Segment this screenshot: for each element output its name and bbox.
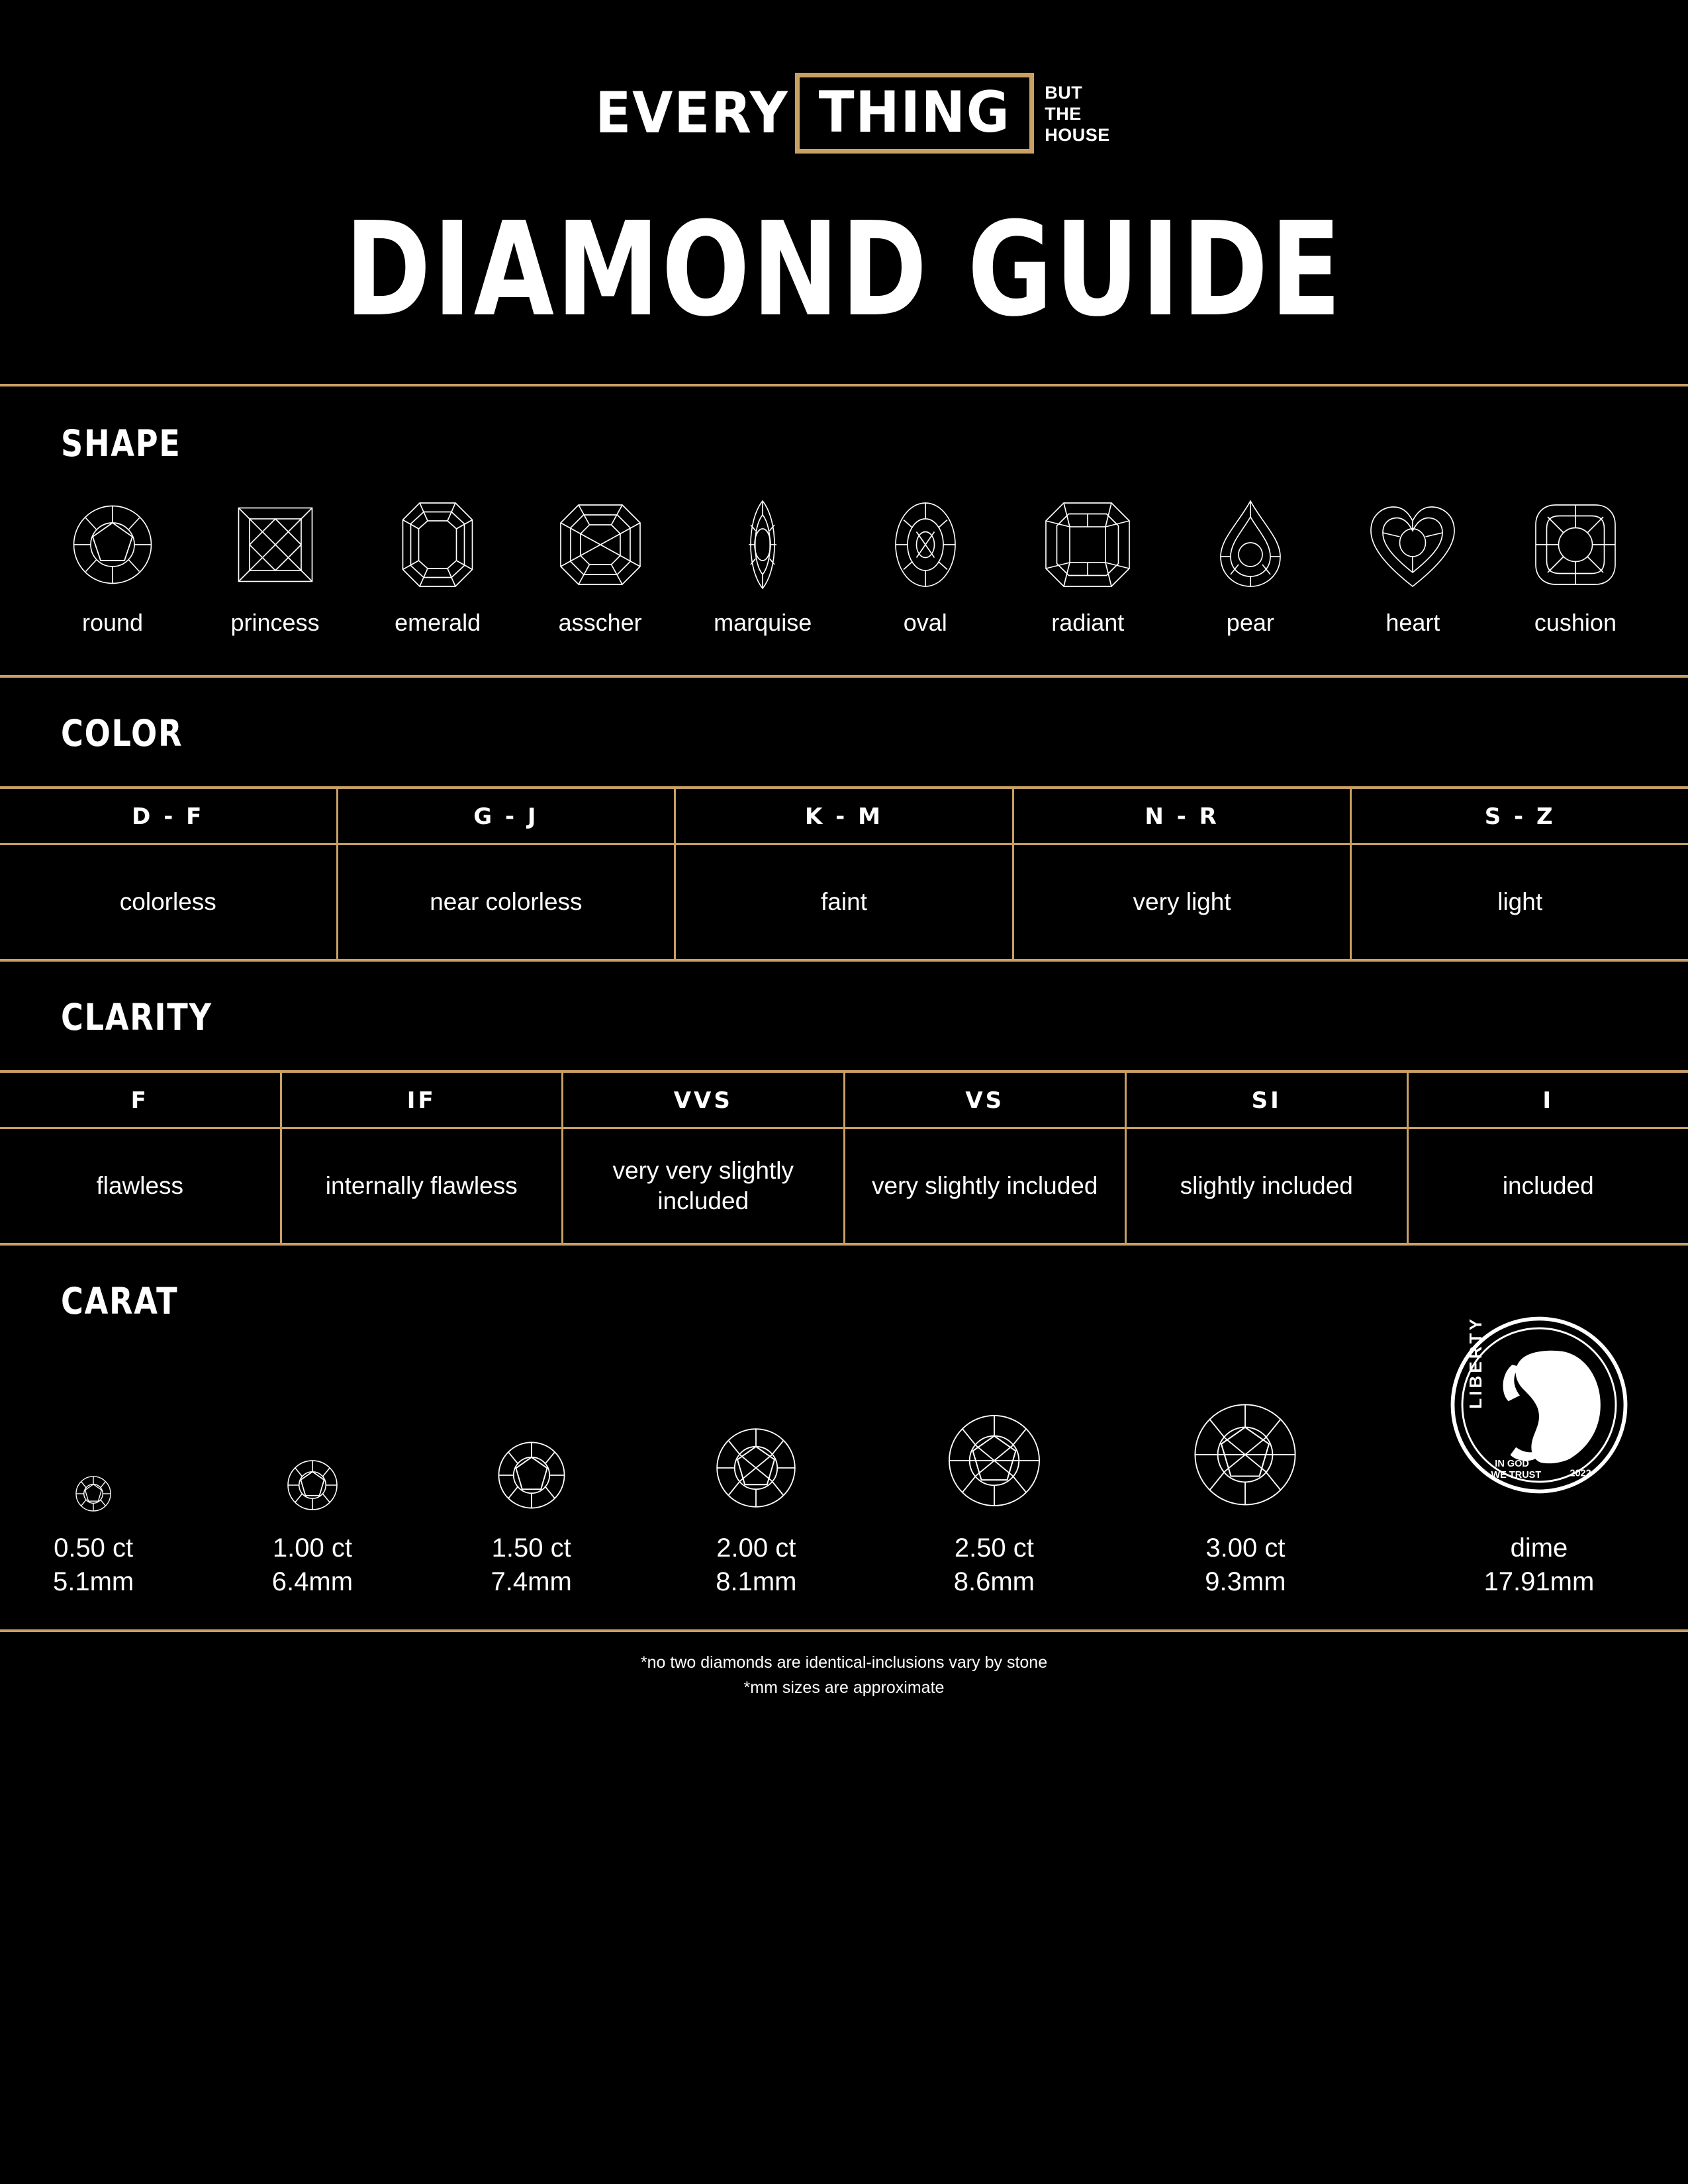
- brand-tail-line2: THE: [1045, 104, 1082, 124]
- shape-label: emerald: [395, 609, 481, 636]
- carat-item[interactable]: [941, 1349, 1048, 1599]
- clarity-column: [1127, 1073, 1409, 1243]
- carat-item[interactable]: [1186, 1349, 1305, 1599]
- shape-label: round: [81, 609, 144, 636]
- footnotes: [0, 1651, 1688, 1700]
- clarity-description: very slightly included: [872, 1171, 1098, 1199]
- radiant-diamond-icon: [1038, 495, 1137, 594]
- asscher-diamond-icon: [551, 495, 650, 594]
- clarity-column: [563, 1073, 845, 1243]
- clarity-description: very very slightly included: [612, 1156, 794, 1214]
- carat-item[interactable]: [491, 1349, 572, 1599]
- marquise-diamond-icon: [713, 495, 812, 594]
- pear-diamond-icon: [1201, 495, 1300, 594]
- shape-item-cushion[interactable]: [1511, 495, 1640, 637]
- clarity-table: [0, 1073, 1688, 1243]
- clarity-column: [282, 1073, 564, 1243]
- carat-weight: 0.50 ct: [54, 1533, 134, 1563]
- brand-word-every: EVERY: [595, 80, 789, 146]
- color-column: [0, 789, 338, 959]
- round-diamond-icon: [492, 1349, 571, 1514]
- color-description: faint: [821, 887, 867, 915]
- carat-text: [1484, 1531, 1595, 1599]
- color-description: very light: [1133, 887, 1231, 915]
- color-column: [1014, 789, 1352, 959]
- oval-diamond-icon: [876, 495, 975, 594]
- clarity-column: [1409, 1073, 1688, 1243]
- color-column: [676, 789, 1014, 959]
- shape-label: radiant: [1051, 609, 1125, 636]
- carat-weight: 3.00 ct: [1205, 1533, 1286, 1563]
- carat-item[interactable]: [272, 1349, 353, 1599]
- clarity-grade: SI: [1127, 1073, 1407, 1129]
- carat-list: [0, 1296, 1688, 1599]
- shape-item-emerald[interactable]: [373, 495, 502, 637]
- carat-size: 5.1mm: [53, 1567, 134, 1597]
- clarity-description: flawless: [96, 1171, 184, 1199]
- cushion-diamond-icon: [1526, 495, 1625, 594]
- carat-text: [272, 1531, 353, 1599]
- carat-weight: 2.00 ct: [716, 1533, 796, 1563]
- divider-footer: [0, 1629, 1688, 1632]
- clarity-table-bottom-rule: [0, 1243, 1688, 1246]
- carat-text: [53, 1531, 134, 1599]
- carat-item[interactable]: [53, 1349, 134, 1599]
- color-grade: D - F: [0, 789, 336, 845]
- color-grade: K - M: [676, 789, 1012, 845]
- carat-size: 9.3mm: [1205, 1567, 1286, 1597]
- shape-item-asscher[interactable]: [536, 495, 665, 637]
- carat-item-dime[interactable]: [1443, 1296, 1635, 1599]
- carat-size: 17.91mm: [1483, 1567, 1595, 1597]
- svg-text:IN GOD: IN GOD: [1495, 1458, 1529, 1469]
- shape-label: asscher: [558, 609, 642, 636]
- brand-word-thing-box: [795, 73, 1034, 154]
- round-diamond-icon: [73, 1349, 114, 1514]
- brand-word-thing: THING: [818, 79, 1011, 146]
- princess-diamond-icon: [226, 495, 325, 594]
- shape-list: [0, 495, 1688, 637]
- clarity-description: internally flawless: [325, 1171, 518, 1199]
- clarity-column: [845, 1073, 1127, 1243]
- round-diamond-icon: [283, 1349, 342, 1514]
- carat-text: [491, 1531, 572, 1599]
- svg-text:LIBERTY: LIBERTY: [1465, 1316, 1485, 1409]
- shape-label: pear: [1226, 609, 1274, 636]
- section-heading-color: COLOR: [61, 712, 183, 754]
- color-column: [1352, 789, 1688, 959]
- section-heading-shape: SHAPE: [61, 422, 181, 465]
- section-heading-clarity: CLARITY: [61, 996, 212, 1038]
- color-table: [0, 789, 1688, 959]
- shape-item-marquise[interactable]: [698, 495, 827, 637]
- svg-text:WE TRUST: WE TRUST: [1491, 1470, 1542, 1481]
- shape-label: heart: [1385, 609, 1440, 636]
- clarity-grade: I: [1409, 1073, 1688, 1129]
- carat-text: [716, 1531, 796, 1599]
- footnote-line-2: *mm sizes are approximate: [743, 1678, 945, 1697]
- carat-weight: dime: [1510, 1533, 1568, 1563]
- carat-size: 8.6mm: [953, 1567, 1035, 1597]
- carat-size: 8.1mm: [716, 1567, 797, 1597]
- dime-coin-icon: [1443, 1296, 1635, 1514]
- color-grade: N - R: [1014, 789, 1350, 845]
- shape-label: princess: [230, 609, 320, 636]
- clarity-description: included: [1502, 1171, 1594, 1199]
- round-diamond-icon: [63, 495, 162, 594]
- svg-text:2022: 2022: [1570, 1468, 1591, 1479]
- brand-tail: [1045, 80, 1110, 146]
- color-grade: G - J: [338, 789, 675, 845]
- color-column: [338, 789, 677, 959]
- round-diamond-icon: [1186, 1349, 1305, 1514]
- color-description: near colorless: [430, 887, 583, 915]
- carat-weight: 1.00 ct: [272, 1533, 352, 1563]
- carat-item[interactable]: [710, 1349, 802, 1599]
- clarity-description: slightly included: [1180, 1171, 1353, 1199]
- brand-tail-line3: HOUSE: [1045, 124, 1110, 145]
- carat-size: 6.4mm: [271, 1567, 353, 1597]
- section-clarity: [0, 996, 1688, 1246]
- shape-item-oval[interactable]: [861, 495, 990, 637]
- round-diamond-icon: [710, 1349, 802, 1514]
- shape-label: marquise: [714, 609, 812, 636]
- brand-tail-line1: BUT: [1045, 83, 1083, 103]
- clarity-grade: IF: [282, 1073, 562, 1129]
- color-table-bottom-rule: [0, 959, 1688, 962]
- section-color: [0, 712, 1688, 962]
- color-description: colorless: [119, 887, 216, 915]
- shape-label: oval: [903, 609, 947, 636]
- clarity-column: [0, 1073, 282, 1243]
- divider-top: [0, 384, 1688, 387]
- heart-diamond-icon: [1363, 495, 1462, 594]
- shape-item-pear[interactable]: [1186, 495, 1315, 637]
- shape-item-radiant[interactable]: [1023, 495, 1152, 637]
- color-grade: S - Z: [1352, 789, 1688, 845]
- page-title: DIAMOND GUIDE: [344, 195, 1344, 345]
- carat-text: [954, 1531, 1035, 1599]
- clarity-grade: VVS: [563, 1073, 843, 1129]
- clarity-grade: F: [0, 1073, 280, 1129]
- footnote-line-1: *no two diamonds are identical-inclusions vary by stone: [640, 1653, 1048, 1672]
- brand-logo: [0, 0, 1688, 154]
- color-description: light: [1497, 887, 1543, 915]
- divider-shape-color: [0, 675, 1688, 678]
- section-carat: [0, 1280, 1688, 1599]
- carat-text: [1205, 1531, 1286, 1599]
- emerald-diamond-icon: [388, 495, 487, 594]
- section-shape: [0, 422, 1688, 637]
- carat-weight: 1.50 ct: [491, 1533, 571, 1563]
- carat-weight: 2.50 ct: [954, 1533, 1034, 1563]
- shape-item-heart[interactable]: [1348, 495, 1477, 637]
- round-diamond-icon: [941, 1349, 1048, 1514]
- shape-label: cushion: [1534, 609, 1617, 636]
- shape-item-princess[interactable]: [211, 495, 340, 637]
- section-heading-carat: CARAT: [61, 1280, 179, 1322]
- carat-size: 7.4mm: [491, 1567, 572, 1597]
- clarity-grade: VS: [845, 1073, 1125, 1129]
- shape-item-round[interactable]: [48, 495, 177, 637]
